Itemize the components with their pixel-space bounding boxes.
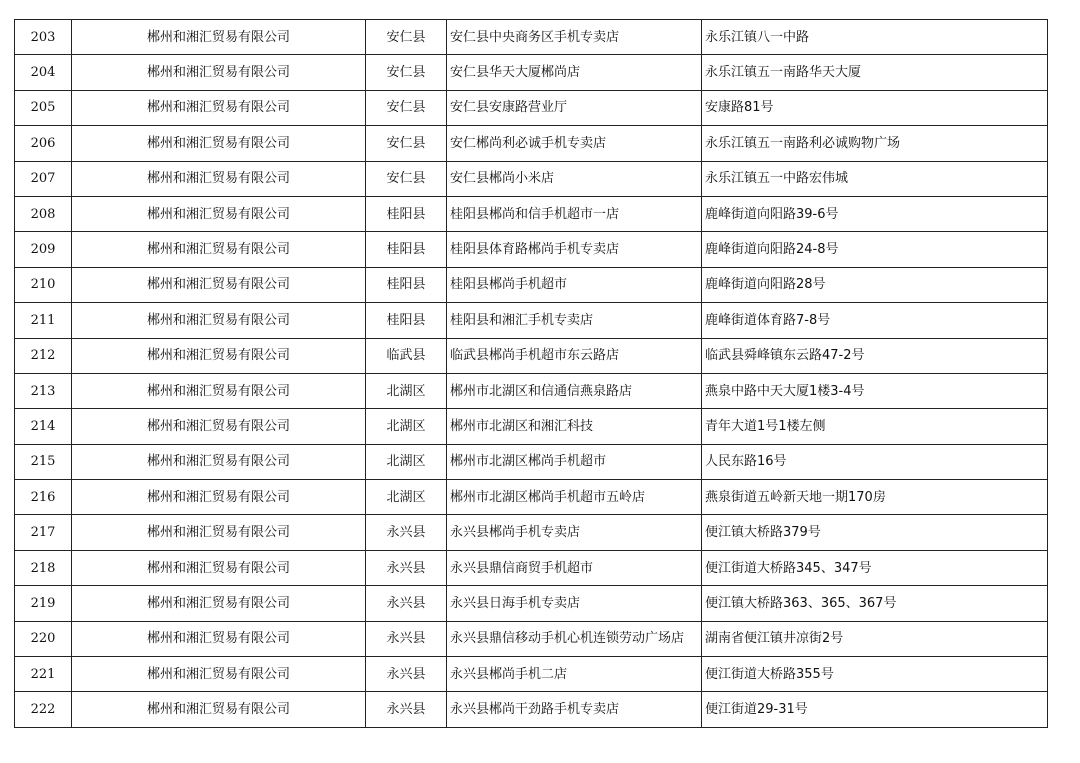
table-row xyxy=(15,550,1048,585)
table-row xyxy=(15,657,1048,692)
district-cell: 永兴县 xyxy=(366,692,447,727)
address-cell: 便江街道大桥路345、347号 xyxy=(702,550,1048,585)
district-cell: 北湖区 xyxy=(366,373,447,408)
address-cell: 便江镇大桥路363、365、367号 xyxy=(702,586,1048,621)
store-name-cell: 桂阳县郴尚和信手机超市一店 xyxy=(447,196,702,231)
company-cell: 郴州和湘汇贸易有限公司 xyxy=(72,621,366,656)
district-cell: 安仁县 xyxy=(366,90,447,125)
district-cell: 桂阳县 xyxy=(366,196,447,231)
store-name-cell: 永兴县郴尚手机专卖店 xyxy=(447,515,702,550)
store-name-cell: 桂阳县体育路郴尚手机专卖店 xyxy=(447,232,702,267)
address-cell: 青年大道1号1楼左侧 xyxy=(702,409,1048,444)
district-cell: 北湖区 xyxy=(366,444,447,479)
store-name-cell: 安仁县华天大厦郴尚店 xyxy=(447,55,702,90)
row-number-cell: 210 xyxy=(15,267,72,302)
address-cell: 燕泉中路中天大厦1楼3-4号 xyxy=(702,373,1048,408)
table-row xyxy=(15,692,1048,727)
company-cell: 郴州和湘汇贸易有限公司 xyxy=(72,303,366,338)
row-number-cell: 203 xyxy=(15,20,72,55)
store-name-cell: 桂阳县郴尚手机超市 xyxy=(447,267,702,302)
row-number-cell: 216 xyxy=(15,480,72,515)
address-cell: 鹿峰街道向阳路24-8号 xyxy=(702,232,1048,267)
table-row xyxy=(15,267,1048,302)
address-cell: 便江街道29-31号 xyxy=(702,692,1048,727)
store-name-cell: 郴州市北湖区和信通信燕泉路店 xyxy=(447,373,702,408)
district-cell: 永兴县 xyxy=(366,515,447,550)
row-number-cell: 218 xyxy=(15,550,72,585)
table-row xyxy=(15,444,1048,479)
table-row xyxy=(15,90,1048,125)
table-row xyxy=(15,480,1048,515)
table-row xyxy=(15,196,1048,231)
company-cell: 郴州和湘汇贸易有限公司 xyxy=(72,232,366,267)
store-name-cell: 临武县郴尚手机超市东云路店 xyxy=(447,338,702,373)
address-cell: 便江镇大桥路379号 xyxy=(702,515,1048,550)
district-cell: 安仁县 xyxy=(366,126,447,161)
company-cell: 郴州和湘汇贸易有限公司 xyxy=(72,480,366,515)
address-cell: 人民东路16号 xyxy=(702,444,1048,479)
store-name-cell: 永兴县鼎信移动手机心机连锁劳动广场店 xyxy=(447,621,702,656)
store-name-cell: 桂阳县和湘汇手机专卖店 xyxy=(447,303,702,338)
district-cell: 桂阳县 xyxy=(366,267,447,302)
table-row xyxy=(15,621,1048,656)
address-cell: 鹿峰街道向阳路39-6号 xyxy=(702,196,1048,231)
table-row xyxy=(15,232,1048,267)
company-cell: 郴州和湘汇贸易有限公司 xyxy=(72,196,366,231)
district-cell: 永兴县 xyxy=(366,621,447,656)
company-cell: 郴州和湘汇贸易有限公司 xyxy=(72,373,366,408)
row-number-cell: 213 xyxy=(15,373,72,408)
table-row xyxy=(15,126,1048,161)
row-number-cell: 215 xyxy=(15,444,72,479)
address-cell: 湖南省便江镇井凉街2号 xyxy=(702,621,1048,656)
district-cell: 桂阳县 xyxy=(366,303,447,338)
row-number-cell: 217 xyxy=(15,515,72,550)
address-cell: 安康路81号 xyxy=(702,90,1048,125)
row-number-cell: 220 xyxy=(15,621,72,656)
address-cell: 永乐江镇五一南路华天大厦 xyxy=(702,55,1048,90)
address-cell: 便江街道大桥路355号 xyxy=(702,657,1048,692)
district-cell: 永兴县 xyxy=(366,586,447,621)
store-list-table xyxy=(14,19,1048,728)
company-cell: 郴州和湘汇贸易有限公司 xyxy=(72,550,366,585)
address-cell: 永乐江镇五一中路宏伟城 xyxy=(702,161,1048,196)
table-row xyxy=(15,515,1048,550)
company-cell: 郴州和湘汇贸易有限公司 xyxy=(72,55,366,90)
row-number-cell: 214 xyxy=(15,409,72,444)
row-number-cell: 207 xyxy=(15,161,72,196)
store-name-cell: 永兴县郴尚干劲路手机专卖店 xyxy=(447,692,702,727)
store-name-cell: 郴州市北湖区和湘汇科技 xyxy=(447,409,702,444)
store-name-cell: 郴州市北湖区郴尚手机超市五岭店 xyxy=(447,480,702,515)
district-cell: 临武县 xyxy=(366,338,447,373)
company-cell: 郴州和湘汇贸易有限公司 xyxy=(72,267,366,302)
district-cell: 安仁县 xyxy=(366,55,447,90)
table-row xyxy=(15,55,1048,90)
table-body xyxy=(15,20,1048,728)
row-number-cell: 219 xyxy=(15,586,72,621)
district-cell: 北湖区 xyxy=(366,480,447,515)
company-cell: 郴州和湘汇贸易有限公司 xyxy=(72,90,366,125)
company-cell: 郴州和湘汇贸易有限公司 xyxy=(72,586,366,621)
address-cell: 鹿峰街道向阳路28号 xyxy=(702,267,1048,302)
table-row xyxy=(15,161,1048,196)
row-number-cell: 211 xyxy=(15,303,72,338)
company-cell: 郴州和湘汇贸易有限公司 xyxy=(72,657,366,692)
address-cell: 鹿峰街道体育路7-8号 xyxy=(702,303,1048,338)
table-row xyxy=(15,373,1048,408)
company-cell: 郴州和湘汇贸易有限公司 xyxy=(72,409,366,444)
table-row xyxy=(15,20,1048,55)
row-number-cell: 206 xyxy=(15,126,72,161)
store-name-cell: 永兴县郴尚手机二店 xyxy=(447,657,702,692)
company-cell: 郴州和湘汇贸易有限公司 xyxy=(72,692,366,727)
address-cell: 临武县舜峰镇东云路47-2号 xyxy=(702,338,1048,373)
store-name-cell: 安仁郴尚利必诚手机专卖店 xyxy=(447,126,702,161)
table-row xyxy=(15,338,1048,373)
row-number-cell: 208 xyxy=(15,196,72,231)
store-name-cell: 永兴县鼎信商贸手机超市 xyxy=(447,550,702,585)
company-cell: 郴州和湘汇贸易有限公司 xyxy=(72,126,366,161)
company-cell: 郴州和湘汇贸易有限公司 xyxy=(72,515,366,550)
district-cell: 桂阳县 xyxy=(366,232,447,267)
row-number-cell: 205 xyxy=(15,90,72,125)
table-row xyxy=(15,303,1048,338)
row-number-cell: 204 xyxy=(15,55,72,90)
address-cell: 永乐江镇八一中路 xyxy=(702,20,1048,55)
table-row xyxy=(15,586,1048,621)
company-cell: 郴州和湘汇贸易有限公司 xyxy=(72,444,366,479)
row-number-cell: 222 xyxy=(15,692,72,727)
company-cell: 郴州和湘汇贸易有限公司 xyxy=(72,338,366,373)
address-cell: 永乐江镇五一南路利必诚购物广场 xyxy=(702,126,1048,161)
row-number-cell: 212 xyxy=(15,338,72,373)
row-number-cell: 221 xyxy=(15,657,72,692)
store-name-cell: 永兴县日海手机专卖店 xyxy=(447,586,702,621)
table-row xyxy=(15,409,1048,444)
district-cell: 安仁县 xyxy=(366,161,447,196)
store-name-cell: 安仁县安康路营业厅 xyxy=(447,90,702,125)
district-cell: 安仁县 xyxy=(366,20,447,55)
row-number-cell: 209 xyxy=(15,232,72,267)
company-cell: 郴州和湘汇贸易有限公司 xyxy=(72,161,366,196)
store-name-cell: 郴州市北湖区郴尚手机超市 xyxy=(447,444,702,479)
district-cell: 北湖区 xyxy=(366,409,447,444)
store-name-cell: 安仁县郴尚小米店 xyxy=(447,161,702,196)
district-cell: 永兴县 xyxy=(366,550,447,585)
address-cell: 燕泉街道五岭新天地一期170房 xyxy=(702,480,1048,515)
store-name-cell: 安仁县中央商务区手机专卖店 xyxy=(447,20,702,55)
company-cell: 郴州和湘汇贸易有限公司 xyxy=(72,20,366,55)
district-cell: 永兴县 xyxy=(366,657,447,692)
